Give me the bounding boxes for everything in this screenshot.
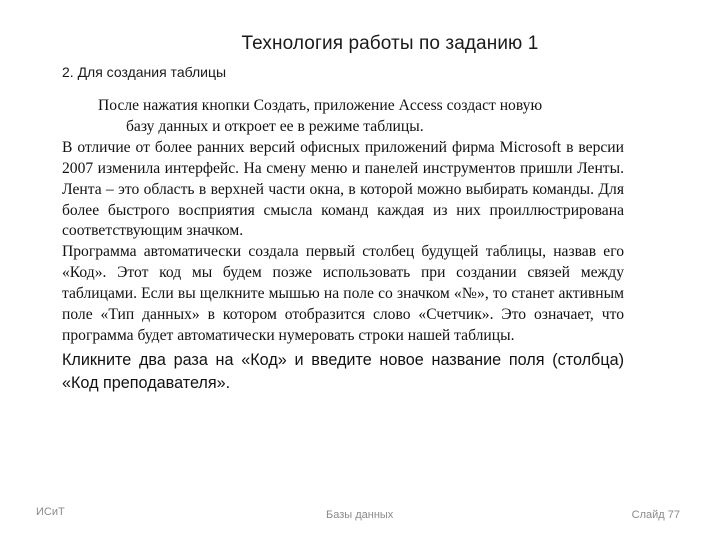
intro-paragraph bbox=[62, 96, 624, 138]
footer-topic: Базы данных bbox=[326, 509, 394, 521]
footer-slide-number: Слайд 77 bbox=[631, 509, 680, 521]
slide-title: Технология работы по заданию 1 bbox=[241, 33, 539, 54]
intro-line-1: После нажатия кнопки Создать, приложение Access создаст новую bbox=[98, 97, 543, 114]
paragraph-instruction: Кликните два раза на «Код» и введите новое название поля (столбца) «Код преподавателя». bbox=[62, 350, 624, 392]
body-text bbox=[62, 96, 624, 395]
footer-org: ИСиТ bbox=[36, 506, 65, 518]
slide-subtitle: 2. Для создания таблицы bbox=[62, 64, 227, 80]
paragraph-ribbon: В отличие от более ранних версий офисных приложений фирма Microsoft в версии 2007 изменила интерфейс. На смену меню и панелей инструментов пришли Ленты. Лента – это область в верхней части окна, в которой можно выбирать команды. Для более быстрого восприятия смысла команд каждая из них проиллюстрирована соответствующим значком. bbox=[62, 138, 624, 240]
intro-line-2: базу данных и откроет ее в режиме таблицы. bbox=[126, 117, 424, 135]
paragraph-code-field: Программа автоматически создала первый столбец будущей таблицы, назвав его «Код». Этот код мы будем позже использовать при создании связей между таблицами. Если вы щелкните мышью на поле со значком «№», то станет активным поле «Тип данных» в котором отобразится слово «Счетчик». Это означает, что программа будет автоматически нумеровать строки нашей таблицы. bbox=[62, 243, 624, 344]
